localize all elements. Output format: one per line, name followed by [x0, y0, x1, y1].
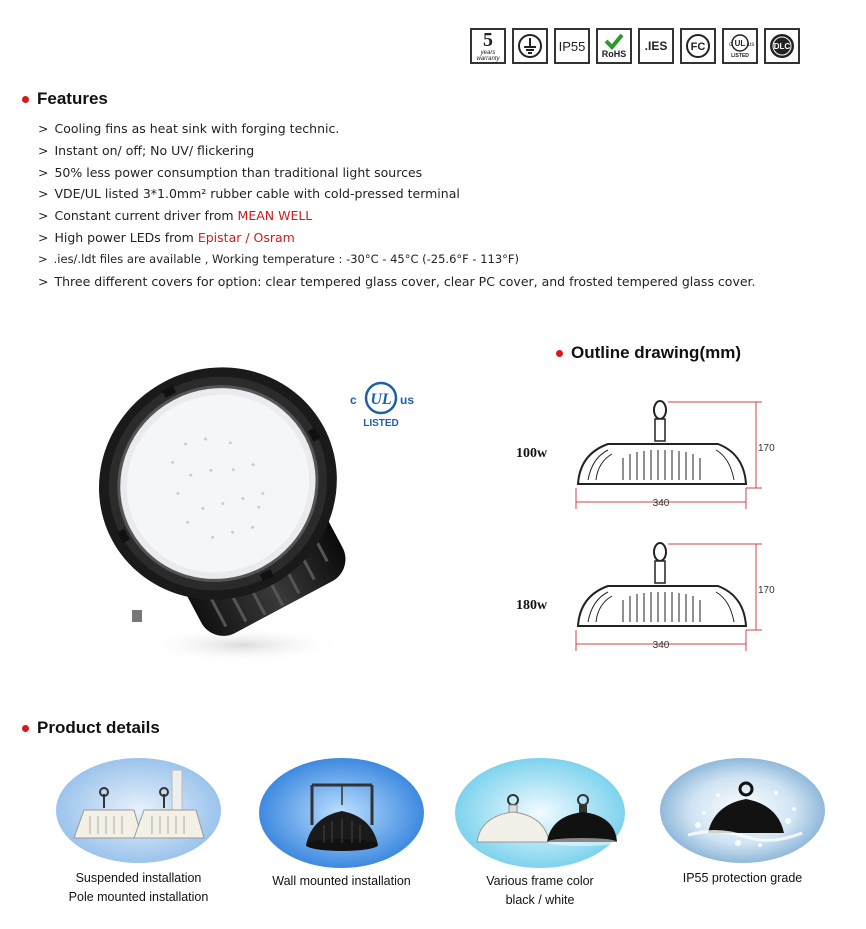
rohs-badge: [596, 28, 632, 64]
detail-caption: Various frame color: [486, 874, 594, 888]
ground-icon: [512, 28, 548, 64]
ul-listed-logo: [344, 376, 422, 436]
feature-item: > Cooling fins as heat sink with forging technic.: [38, 121, 340, 136]
detail-caption: Suspended installation: [75, 871, 202, 885]
brand-highlight: MEAN WELL: [237, 208, 313, 224]
outline-drawing-100w: [568, 396, 778, 515]
svg-text:340: 340: [652, 640, 670, 651]
svg-text:170: 170: [758, 585, 775, 596]
detail-image-wall: [259, 758, 424, 868]
detail-caption: black / white: [505, 893, 575, 907]
svg-text:us: us: [400, 393, 415, 407]
svg-text:UL: UL: [370, 391, 392, 408]
outline-title: Outline drawing(mm): [571, 343, 741, 362]
warranty-badge: [470, 28, 506, 64]
ies-badge: .IES: [638, 28, 674, 64]
svg-text:340: 340: [652, 498, 670, 509]
svg-text:DLC: DLC: [773, 42, 791, 51]
drawing-watt-label: 100w: [516, 446, 548, 461]
bullet-dot-icon: [22, 96, 29, 103]
svg-text:UL: UL: [734, 39, 746, 48]
rohs-label: RoHS: [601, 49, 627, 59]
features-heading: [22, 89, 108, 109]
feature-item: > 50% less power consumption than traditional light sources: [38, 164, 423, 180]
warranty-label-years: years: [480, 50, 496, 56]
dlc-icon: [764, 28, 800, 64]
outline-drawing-180w: [568, 538, 778, 657]
feature-item: > .ies/.ldt files are available , Working temperature : -30°C - 45°C (-25.6°F - 113°F): [38, 251, 520, 266]
drawing-watt-label: 180w: [516, 598, 548, 613]
svg-text:FC: FC: [690, 41, 706, 53]
brand-highlight: Epistar / Osram: [197, 229, 295, 245]
detail-image-frame-color: [455, 758, 625, 868]
ul-listed-label: LISTED: [731, 53, 749, 59]
feature-item: > VDE/UL listed 3*1.0mm² rubber cable with cold-pressed terminal: [38, 186, 460, 202]
svg-text:170: 170: [758, 443, 775, 454]
fc-icon: [680, 28, 716, 64]
features-title: Features: [37, 89, 108, 108]
detail-ip55: [660, 758, 825, 888]
product-details-heading: [22, 718, 160, 738]
detail-suspended: [56, 758, 221, 907]
detail-caption: Wall mounted installation: [272, 874, 411, 888]
feature-item: > Constant current driver from MEAN WELL: [38, 208, 313, 224]
warranty-label-warranty: warranty: [476, 56, 500, 62]
detail-caption: Pole mounted installation: [68, 890, 209, 904]
feature-item: > Instant on/ off; No UV/ flickering: [38, 142, 255, 158]
detail-caption: IP55 protection grade: [682, 871, 803, 885]
outline-heading: [556, 343, 741, 363]
svg-text:c: c: [350, 393, 357, 407]
product-photo: [92, 360, 362, 674]
bullet-dot-icon: [22, 725, 29, 732]
detail-image-suspended: [56, 758, 221, 863]
ul-listed-icon: [722, 28, 758, 64]
detail-wall-mounted: [259, 758, 424, 891]
ip55-badge: IP55: [554, 28, 590, 64]
svg-text:c: c: [729, 42, 732, 48]
product-details-title: Product details: [37, 718, 160, 737]
feature-item: > Three different covers for option: clear tempered glass cover, clear PC cover, and frosted tempered glass cover.: [38, 273, 756, 289]
detail-frame-color: [455, 758, 625, 910]
features-list: [38, 118, 756, 292]
detail-image-ip55: [660, 758, 825, 863]
feature-item: > High power LEDs from Epistar / Osram: [38, 229, 295, 245]
svg-text:us: us: [748, 42, 755, 48]
bullet-dot-icon: [556, 350, 563, 357]
certification-badges: [470, 28, 800, 64]
svg-text:LISTED: LISTED: [363, 418, 399, 429]
warranty-years: 5: [483, 29, 493, 51]
